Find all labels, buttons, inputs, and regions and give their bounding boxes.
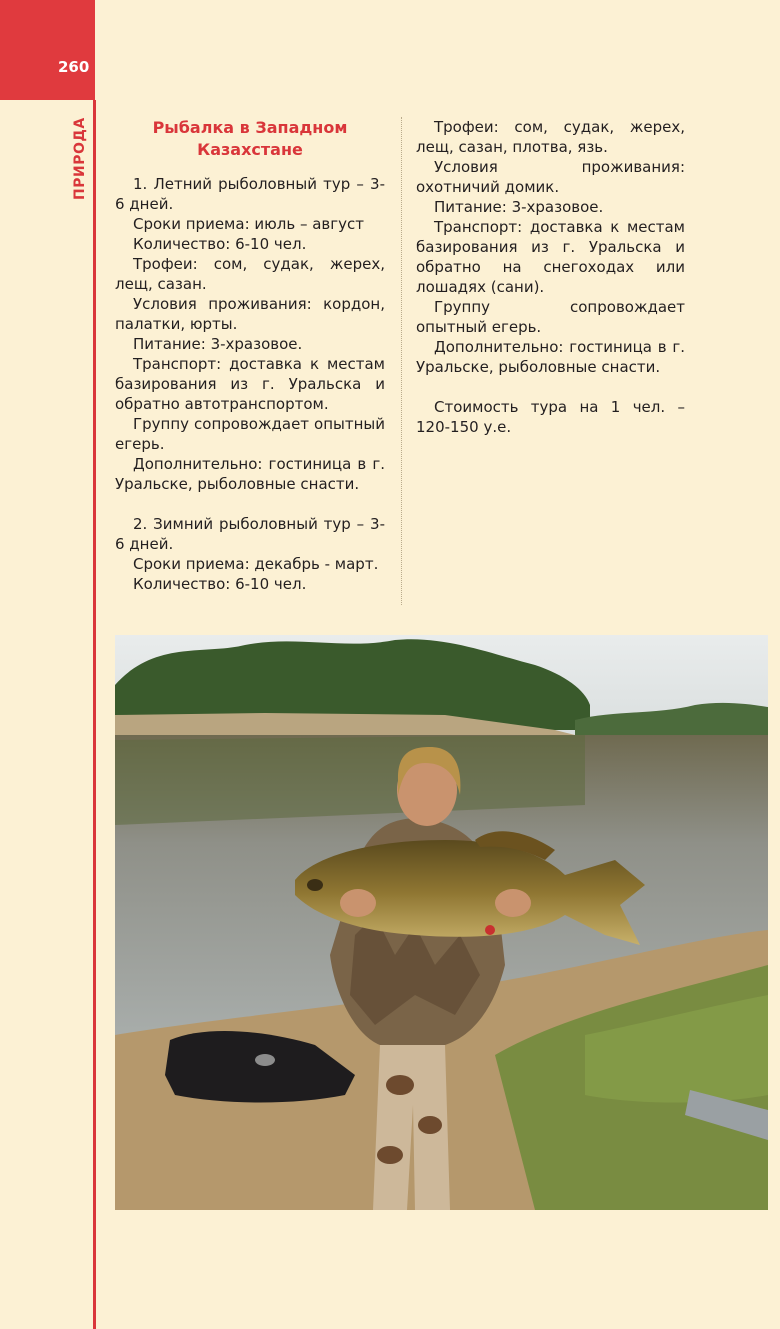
paragraph: Трофеи: сом, судак, жерех, лещ, сазан, плотва, язь.	[416, 118, 685, 156]
section-label: ПРИРОДА	[72, 117, 88, 200]
paragraph-gap	[416, 377, 685, 397]
fishing-photo	[115, 635, 768, 1210]
column-divider	[401, 117, 402, 605]
right-column	[416, 117, 685, 437]
tour-price: Стоимость тура на 1 чел. – 120-150 у.е.	[416, 398, 685, 436]
paragraph: Сроки приема: июль – август	[133, 215, 364, 233]
page-number: 260	[58, 58, 90, 76]
paragraph: Питание: 3-хразовое.	[133, 335, 303, 353]
paragraph: Условия проживания: охотничий домик.	[416, 158, 685, 196]
paragraph: Дополнительно: гостиница в г. Уральске, рыболовные снасти.	[115, 455, 385, 493]
paragraph: Дополнительно: гостиница в г. Уральске, рыболовные снасти.	[416, 338, 685, 376]
paragraph: Сроки приема: декабрь - март.	[133, 555, 379, 573]
article-title: Рыбалка в Западном Казахстане	[152, 118, 348, 159]
paragraph: 2. Зимний рыболовный тур – 3-6 дней.	[115, 515, 385, 553]
paragraph-gap	[115, 494, 385, 514]
paragraph: 1. Летний рыболовный тур – 3-6 дней.	[115, 175, 385, 213]
page-number-tab	[0, 0, 95, 100]
left-column	[115, 117, 385, 594]
paragraph: Транспорт: доставка к местам базирования из г. Уральска и обратно на снегоходах или лошадях (сани).	[416, 218, 685, 296]
paragraph: Группу сопровождает опытный егерь.	[416, 298, 685, 336]
paragraph: Группу сопровождает опытный егерь.	[115, 415, 385, 453]
paragraph: Питание: 3-хразовое.	[434, 198, 604, 216]
margin-rule	[93, 100, 96, 1329]
paragraph: Условия проживания: кордон, палатки, юрты.	[115, 295, 385, 333]
paragraph: Трофеи: сом, судак, жерех, лещ, сазан.	[115, 255, 385, 293]
paragraph: Количество: 6-10 чел.	[133, 575, 307, 593]
paragraph: Количество: 6-10 чел.	[133, 235, 307, 253]
paragraph: Транспорт: доставка к местам базирования из г. Уральска и обратно автотранспортом.	[115, 355, 385, 413]
